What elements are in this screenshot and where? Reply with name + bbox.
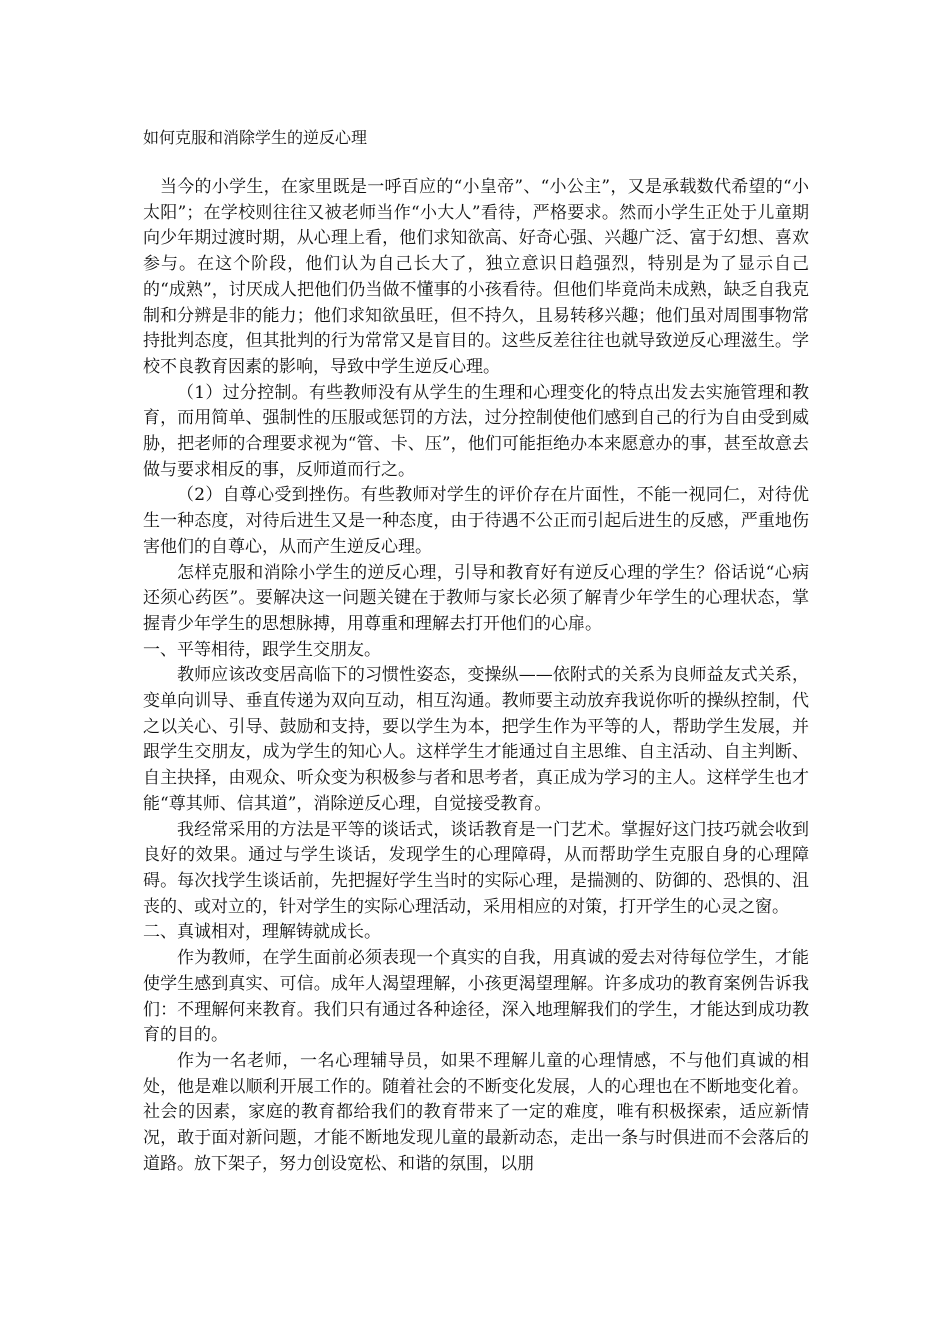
cause-overcontrol-paragraph: （1）过分控制。有些教师没有从学生的生理和心理变化的特点出发去实施管理和教育，而用简单、强制性的压服或惩罚的方法，过分控制使他们感到自己的行为自由受到威胁，把老师的合理要求视为“管、卡、压”，他们可能拒绝办本来愿意办的事，甚至故意去做与要求相反的事，反师道而行之。 [143,382,809,480]
section-heading-2: 二、真诚相对，理解铸就成长。 [143,922,381,943]
section-2-paragraph-1: 作为教师，在学生面前必须表现一个真实的自我，用真诚的爱去对待每位学生，才能使学生感到真实、可信。成年人渴望理解，小孩更渴望理解。许多成功的教育案例告诉我们：不理解何来教育。我们只有通过各种途径，深入地理解我们的学生，才能达到成功教育的目的。 [143,948,809,1046]
section-heading-1: 一、平等相待，跟学生交朋友。 [143,639,381,660]
section-2-paragraph-2: 作为一名老师，一名心理辅导员，如果不理解儿童的心理情感，不与他们真诚的相处，他是难以顺利开展工作的。随着社会的不断变化发展，人的心理也在不断地变化着。社会的因素，家庭的教育都给我们的教育带来了一定的难度，唯有积极探索，适应新情况，敢于面对新问题，才能不断地发现儿童的最新动态，走出一条与时俱进而不会落后的道路。放下架子，努力创设宽松、和谐的氛围，以朋 [143,1050,809,1174]
cause-self-esteem-paragraph: （2）自尊心受到挫伤。有些教师对学生的评价存在片面性，不能一视同仁，对待优生一种态度，对待后进生又是一种态度，由于待遇不公正而引起后进生的反感，严重地伤害他们的自尊心，从而产生逆反心理。 [143,485,809,557]
document-body [143,175,809,1177]
section-1-paragraph-1: 教师应该改变居高临下的习惯性姿态，变操纵——依附式的关系为良师益友式关系，变单向训导、垂直传递为双向互动，相互沟通。教师要主动放弃我说你听的操纵控制，代之以关心、引导、鼓励和支持，要以学生为本，把学生作为平等的人，帮助学生发展，并跟学生交朋友，成为学生的知心人。这样学生才能通过自主思维、自主活动、自主判断、自主抉择，由观众、听众变为积极参与者和思考者，真正成为学习的主人。这样学生也才能“尊其师、信其道”，消除逆反心理，自觉接受教育。 [143,665,809,814]
intro-paragraph: 当今的小学生，在家里既是一呼百应的“小皇帝”、“小公主”，又是承载数代希望的“小太阳”；在学校则往往又被老师当作“小大人”看待，严格要求。然而小学生正处于儿童期向少年期过渡时期，从心理上看，他们求知欲高、好奇心强、兴趣广泛、富于幻想、喜欢参与。在这个阶段，他们认为自己长大了，独立意识日趋强烈，特别是为了显示自己的“成熟”，讨厌成人把他们仍当做不懂事的小孩看待。但他们毕竟尚未成熟，缺乏自我克制和分辨是非的能力；他们求知欲虽旺，但不持久，且易转移兴趣；他们虽对周围事物常持批判态度，但其批判的行为常常又是盲目的。这些反差往往也就导致逆反心理滋生。学校不良教育因素的影响，导致中学生逆反心理。 [143,177,809,377]
section-1-paragraph-2: 我经常采用的方法是平等的谈话式，谈话教育是一门艺术。掌握好这门技巧就会收到良好的效果。通过与学生谈话，发现学生的心理障碍，从而帮助学生克服自身的心理障碍。每次找学生谈话前，先把握好学生当时的实际心理，是揣测的、防御的、恐惧的、沮丧的、或对立的，针对学生的实际心理活动，采用相应的对策，打开学生的心灵之窗。 [143,819,809,917]
approach-paragraph: 怎样克服和消除小学生的逆反心理，引导和教育好有逆反心理的学生？俗话说“心病还须心药医”。要解决这一问题关键在于教师与家长必须了解青少年学生的心理状态，掌握青少年学生的思想脉搏，用尊重和理解去打开他们的心扉。 [143,562,809,634]
document-title: 如何克服和消除学生的逆反心理 [143,128,368,147]
document-page [143,0,809,1344]
